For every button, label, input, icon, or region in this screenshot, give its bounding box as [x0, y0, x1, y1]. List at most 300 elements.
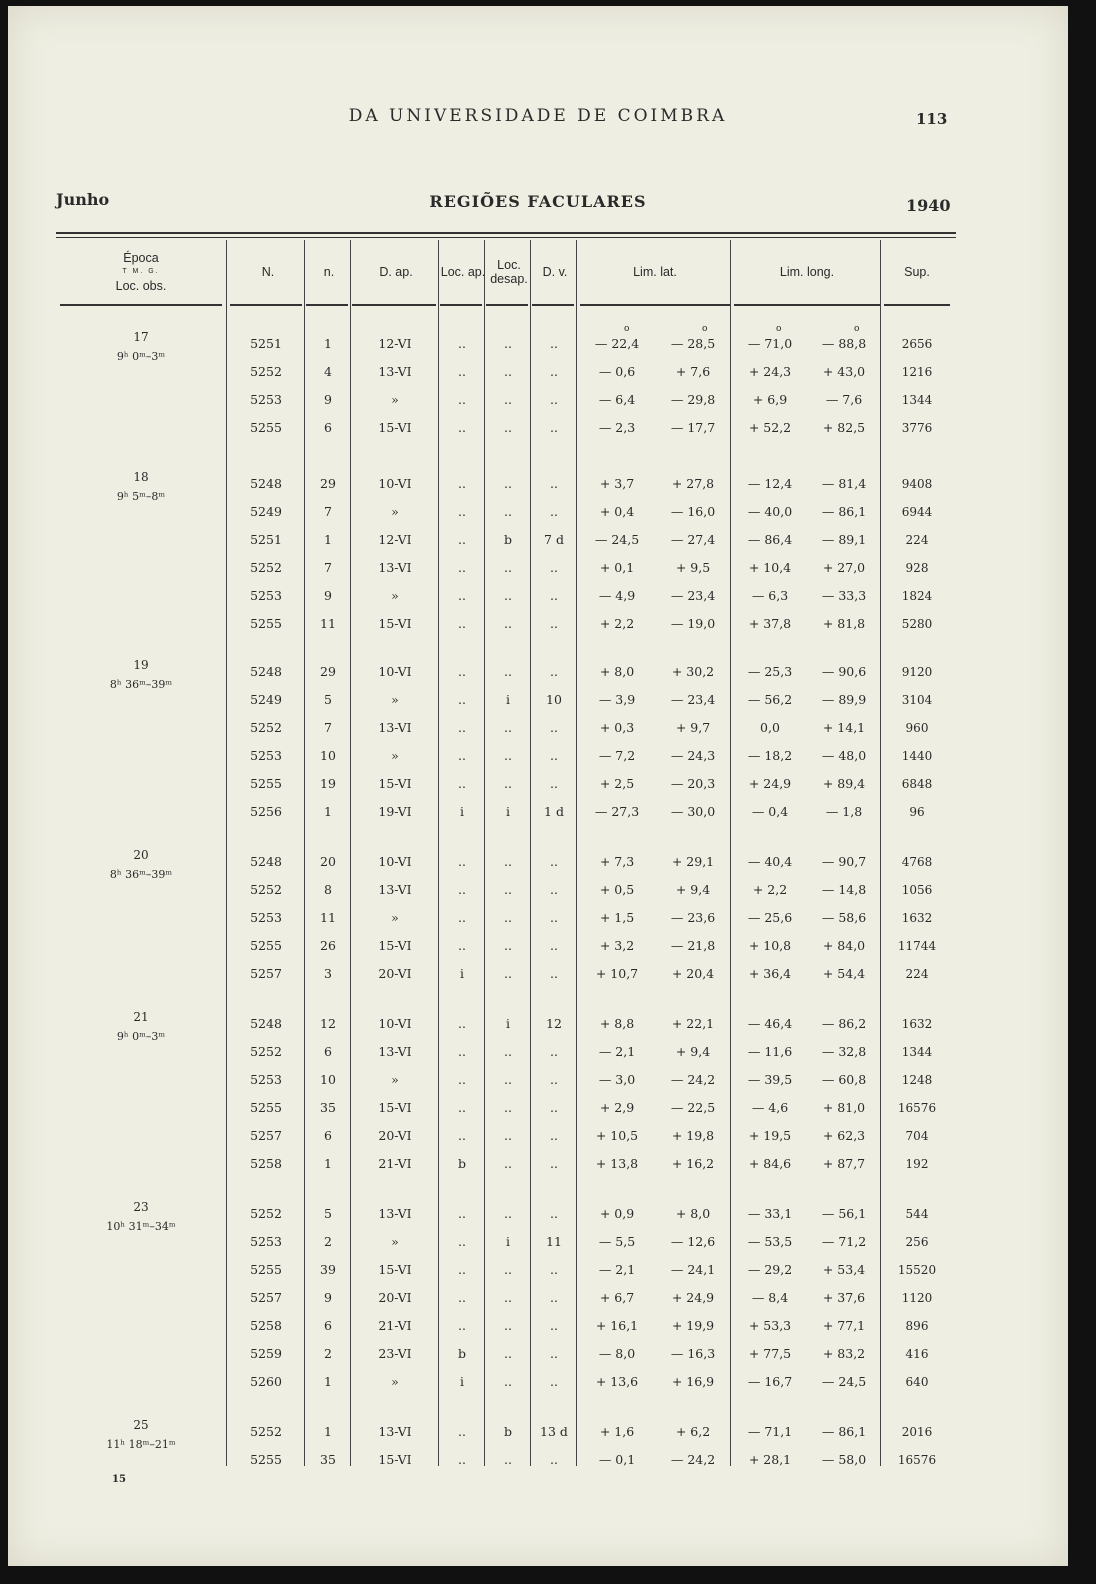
cell-locdesap: .. — [504, 1452, 512, 1467]
cell-long2: — 86,1 — [821, 504, 867, 519]
header-d-v: D. v. — [542, 265, 568, 279]
cell-dv: .. — [550, 1128, 558, 1143]
cell-sup: 11744 — [897, 939, 937, 953]
cell-lat1: — 8,0 — [598, 1346, 636, 1361]
cell-long1: + 84,6 — [748, 1156, 792, 1171]
cell-locdesap: .. — [504, 1262, 512, 1277]
cell-lat1: + 2,9 — [599, 1100, 635, 1115]
cell-sup: 1440 — [901, 749, 933, 763]
cell-dv: 1 d — [544, 804, 564, 819]
cell-long2: + 81,8 — [822, 616, 866, 631]
time-label: 9ʰ 5ᵐ–8ᵐ — [116, 490, 166, 503]
cell-long1: — 29,2 — [747, 1262, 793, 1277]
cell-dv: .. — [550, 1346, 558, 1361]
cell-locdesap: .. — [504, 1156, 512, 1171]
cell-dv: .. — [550, 588, 558, 603]
cell-lat2: — 24,2 — [670, 1452, 716, 1467]
cell-dap: 10-VI — [378, 854, 412, 869]
cell-lat1: + 3,2 — [599, 938, 635, 953]
header-epoca — [56, 240, 226, 304]
cell-dv: .. — [550, 748, 558, 763]
cell-long2: + 89,4 — [822, 776, 866, 791]
cell-dap: » — [391, 1374, 399, 1389]
cell-dv: .. — [550, 776, 558, 791]
cell-nsmall: 9 — [324, 1290, 332, 1305]
cell-lat2: + 19,9 — [671, 1318, 715, 1333]
header-rule — [352, 304, 436, 306]
cell-dap: 15-VI — [378, 1100, 412, 1115]
cell-long1: — 8,4 — [751, 1290, 789, 1305]
degree-mark: o — [854, 324, 860, 334]
header-rule — [440, 304, 482, 306]
header-rule — [60, 304, 222, 306]
cell-n: 5252 — [250, 1424, 282, 1439]
cell-locap: .. — [458, 504, 466, 519]
cell-locdesap: .. — [504, 336, 512, 351]
header-loc-obs-label: Loc. obs. — [115, 279, 167, 293]
cell-long2: — 56,1 — [821, 1206, 867, 1221]
table-row — [8, 1256, 937, 1284]
header-rule — [532, 304, 574, 306]
cell-locdesap: .. — [504, 560, 512, 575]
cell-dv: .. — [550, 1100, 558, 1115]
cell-lat2: — 24,3 — [670, 748, 716, 763]
cell-nsmall: 26 — [320, 938, 336, 953]
cell-lat2: + 29,1 — [671, 854, 715, 869]
cell-locdesap: .. — [504, 1128, 512, 1143]
cell-long2: — 88,8 — [821, 336, 867, 351]
cell-locdesap: .. — [504, 910, 512, 925]
cell-nsmall: 2 — [324, 1234, 332, 1249]
cell-lat2: + 9,5 — [675, 560, 711, 575]
cell-sup: 2016 — [901, 1425, 933, 1439]
cell-long1: + 28,1 — [748, 1452, 792, 1467]
table-row — [8, 358, 933, 386]
cell-n: 5253 — [250, 588, 282, 603]
cell-long2: + 77,1 — [822, 1318, 866, 1333]
cell-nsmall: 20 — [320, 854, 336, 869]
cell-nsmall: 6 — [324, 1128, 332, 1143]
header-epoca-label: Época — [123, 251, 159, 265]
cell-long1: — 40,0 — [747, 504, 793, 519]
cell-nsmall: 9 — [324, 392, 332, 407]
cell-long1: + 24,3 — [748, 364, 792, 379]
cell-lat1: + 13,6 — [595, 1374, 639, 1389]
cell-long2: — 14,8 — [821, 882, 867, 897]
top-rule — [56, 232, 956, 234]
cell-lat2: — 23,4 — [670, 588, 716, 603]
cell-nsmall: 10 — [320, 1072, 336, 1087]
table-row — [8, 742, 933, 770]
cell-n: 5255 — [250, 938, 282, 953]
cell-locdesap: .. — [504, 664, 512, 679]
cell-nsmall: 7 — [324, 720, 332, 735]
cell-sup: 96 — [909, 805, 925, 819]
table-row — [8, 1446, 937, 1474]
cell-locap: .. — [458, 1290, 466, 1305]
table-row — [8, 582, 933, 610]
cell-long2: — 1,8 — [825, 804, 863, 819]
page-number: 113 — [916, 110, 948, 128]
cell-nsmall: 19 — [320, 776, 336, 791]
cell-long2: + 62,3 — [822, 1128, 866, 1143]
cell-long1: — 12,4 — [747, 476, 793, 491]
cell-lat2: + 27,8 — [671, 476, 715, 491]
cell-sup: 224 — [905, 533, 929, 547]
cell-n: 5252 — [250, 1206, 282, 1221]
header-tmg-label: T M. G. — [122, 268, 160, 275]
cell-locdesap: i — [506, 1234, 510, 1249]
cell-nsmall: 6 — [324, 1044, 332, 1059]
cell-n: 5251 — [250, 532, 282, 547]
cell-locdesap: .. — [504, 1318, 512, 1333]
cell-dap: » — [391, 910, 399, 925]
cell-n: 5253 — [250, 1234, 282, 1249]
cell-locdesap: .. — [504, 420, 512, 435]
cell-n: 5257 — [250, 966, 282, 981]
cell-locap: .. — [458, 392, 466, 407]
cell-n: 5248 — [250, 476, 282, 491]
cell-dv: .. — [550, 938, 558, 953]
cell-n: 5252 — [250, 364, 282, 379]
cell-dv: .. — [550, 854, 558, 869]
cell-dap: » — [391, 504, 399, 519]
cell-locap: .. — [458, 1318, 466, 1333]
cell-nsmall: 6 — [324, 1318, 332, 1333]
cell-nsmall: 29 — [320, 476, 336, 491]
cell-lat2: — 24,1 — [670, 1262, 716, 1277]
cell-dv: .. — [550, 1374, 558, 1389]
cell-lat1: — 4,9 — [598, 588, 636, 603]
cell-locap: .. — [458, 588, 466, 603]
cell-long1: — 39,5 — [747, 1072, 793, 1087]
degree-mark: o — [624, 324, 630, 334]
cell-n: 5248 — [250, 1016, 282, 1031]
cell-lat1: + 0,4 — [599, 504, 635, 519]
running-head: DA UNIVERSIDADE DE COIMBRA — [348, 106, 728, 126]
cell-long1: — 25,3 — [747, 664, 793, 679]
cell-lat1: — 3,9 — [598, 692, 636, 707]
cell-dv: .. — [550, 720, 558, 735]
cell-sup: 224 — [905, 967, 929, 981]
cell-n: 5248 — [250, 664, 282, 679]
cell-long2: — 71,2 — [821, 1234, 867, 1249]
cell-long1: — 71,0 — [747, 336, 793, 351]
cell-locap: .. — [458, 664, 466, 679]
cell-sup: 1824 — [901, 589, 933, 603]
cell-n: 5255 — [250, 776, 282, 791]
cell-long2: + 53,4 — [822, 1262, 866, 1277]
cell-long2: — 58,6 — [821, 910, 867, 925]
cell-long1: — 4,6 — [751, 1100, 789, 1115]
cell-long2: — 48,0 — [821, 748, 867, 763]
cell-sup: 3776 — [901, 421, 933, 435]
cell-lat2: + 9,4 — [675, 1044, 711, 1059]
cell-dap: 10-VI — [378, 476, 412, 491]
cell-nsmall: 5 — [324, 692, 332, 707]
cell-dap: » — [391, 748, 399, 763]
cell-lat2: + 9,7 — [675, 720, 711, 735]
cell-lat2: + 19,8 — [671, 1128, 715, 1143]
cell-dap: 13-VI — [378, 1424, 412, 1439]
cell-lat1: + 10,5 — [595, 1128, 639, 1143]
cell-n: 5249 — [250, 504, 282, 519]
cell-locap: i — [460, 1374, 464, 1389]
cell-long2: + 14,1 — [822, 720, 866, 735]
cell-n: 5255 — [250, 1262, 282, 1277]
cell-sup: 1120 — [901, 1291, 933, 1305]
cell-n: 5252 — [250, 560, 282, 575]
cell-sup: 5280 — [901, 617, 933, 631]
cell-nsmall: 8 — [324, 882, 332, 897]
cell-lat1: — 2,1 — [598, 1262, 636, 1277]
cell-dv: .. — [550, 1072, 558, 1087]
table-row — [8, 876, 933, 904]
cell-nsmall: 35 — [320, 1100, 336, 1115]
cell-lat2: + 9,4 — [675, 882, 711, 897]
header-lim-lat: Lim. lat. — [633, 265, 677, 279]
cell-dap: » — [391, 1072, 399, 1087]
header-n-small: n. — [323, 265, 335, 279]
cell-nsmall: 2 — [324, 1346, 332, 1361]
cell-locap: .. — [458, 1016, 466, 1031]
cell-locdesap: b — [503, 1424, 512, 1439]
cell-sup: 1248 — [901, 1073, 933, 1087]
table-row — [8, 554, 929, 582]
cell-lat2: + 24,9 — [671, 1290, 715, 1305]
cell-sup: 1344 — [901, 393, 933, 407]
cell-dv: .. — [550, 1044, 558, 1059]
cell-locap: .. — [458, 1206, 466, 1221]
cell-locap: .. — [458, 854, 466, 869]
cell-long2: — 89,9 — [821, 692, 867, 707]
day-label: 25 — [133, 1418, 149, 1432]
cell-lat2: — 22,5 — [670, 1100, 716, 1115]
cell-long2: + 83,2 — [822, 1346, 866, 1361]
cell-n: 5255 — [250, 616, 282, 631]
cell-dap: 15-VI — [378, 938, 412, 953]
header-rule — [486, 304, 528, 306]
cell-dap: 12-VI — [378, 532, 412, 547]
table-row — [8, 848, 933, 876]
cell-lat1: + 2,5 — [599, 776, 635, 791]
cell-long2: — 33,3 — [821, 588, 867, 603]
cell-lat1: — 0,1 — [598, 1452, 636, 1467]
cell-locap: b — [457, 1346, 466, 1361]
cell-sup: 896 — [905, 1319, 929, 1333]
cell-long2: + 27,0 — [822, 560, 866, 575]
cell-dap: 15-VI — [378, 616, 412, 631]
cell-n: 5248 — [250, 854, 282, 869]
cell-lat1: — 24,5 — [594, 532, 640, 547]
cell-locap: .. — [458, 1100, 466, 1115]
cell-lat2: — 23,4 — [670, 692, 716, 707]
table-row — [8, 498, 933, 526]
cell-n: 5255 — [250, 420, 282, 435]
cell-locdesap: .. — [504, 966, 512, 981]
cell-n: 5260 — [250, 1374, 282, 1389]
day-label: 20 — [133, 848, 149, 862]
cell-dap: 20-VI — [378, 1128, 412, 1143]
cell-dv: .. — [550, 664, 558, 679]
cell-locdesap: .. — [504, 748, 512, 763]
cell-nsmall: 1 — [324, 1374, 332, 1389]
cell-lat1: — 27,3 — [594, 804, 640, 819]
cell-nsmall: 1 — [324, 336, 332, 351]
cell-long2: — 7,6 — [825, 392, 863, 407]
table-row — [8, 1038, 933, 1066]
cell-sup: 4768 — [901, 855, 933, 869]
cell-n: 5252 — [250, 1044, 282, 1059]
cell-locap: .. — [458, 476, 466, 491]
cell-long1: — 40,4 — [747, 854, 793, 869]
cell-locdesap: .. — [504, 1206, 512, 1221]
degree-mark: o — [702, 324, 708, 334]
table-row — [8, 1200, 929, 1228]
cell-dv: .. — [550, 1156, 558, 1171]
cell-lat2: — 23,6 — [670, 910, 716, 925]
cell-locap: .. — [458, 1262, 466, 1277]
cell-dap: 15-VI — [378, 776, 412, 791]
cell-sup: 960 — [905, 721, 929, 735]
cell-nsmall: 1 — [324, 804, 332, 819]
cell-long2: — 89,1 — [821, 532, 867, 547]
cell-dv: .. — [550, 364, 558, 379]
cell-sup: 640 — [905, 1375, 929, 1389]
cell-locap: .. — [458, 1452, 466, 1467]
cell-dap: 19-VI — [378, 804, 412, 819]
cell-locap: .. — [458, 720, 466, 735]
cell-long1: + 19,5 — [748, 1128, 792, 1143]
cell-nsmall: 11 — [320, 616, 336, 631]
day-label: 23 — [133, 1200, 149, 1214]
cell-n: 5255 — [250, 1452, 282, 1467]
cell-dap: » — [391, 392, 399, 407]
time-label: 11ʰ 18ᵐ–21ᵐ — [106, 1438, 176, 1451]
cell-lat2: — 20,3 — [670, 776, 716, 791]
cell-n: 5251 — [250, 336, 282, 351]
cell-long2: + 43,0 — [822, 364, 866, 379]
cell-n: 5258 — [250, 1318, 282, 1333]
cell-locap: i — [460, 966, 464, 981]
cell-locdesap: i — [506, 1016, 510, 1031]
cell-nsmall: 39 — [320, 1262, 336, 1277]
cell-locdesap: .. — [504, 364, 512, 379]
cell-locap: .. — [458, 1424, 466, 1439]
cell-locdesap: .. — [504, 882, 512, 897]
cell-long1: — 53,5 — [747, 1234, 793, 1249]
cell-locap: .. — [458, 364, 466, 379]
cell-long2: — 60,8 — [821, 1072, 867, 1087]
table-row — [8, 1066, 933, 1094]
table-row — [8, 1094, 937, 1122]
cell-lat2: — 27,4 — [670, 532, 716, 547]
cell-long2: — 90,6 — [821, 664, 867, 679]
cell-nsmall: 1 — [324, 532, 332, 547]
cell-lat2: + 22,1 — [671, 1016, 715, 1031]
cell-locdesap: .. — [504, 1044, 512, 1059]
cell-long2: — 90,7 — [821, 854, 867, 869]
table-row — [8, 1368, 929, 1396]
cell-long1: + 77,5 — [748, 1346, 792, 1361]
table-row — [8, 1150, 929, 1178]
cell-long1: — 18,2 — [747, 748, 793, 763]
cell-dap: 12-VI — [378, 336, 412, 351]
table-row — [8, 1418, 933, 1446]
cell-nsmall: 12 — [320, 1016, 336, 1031]
cell-lat1: + 1,5 — [599, 910, 635, 925]
cell-lat1: + 10,7 — [595, 966, 639, 981]
cell-dap: 15-VI — [378, 1262, 412, 1277]
cell-n: 5253 — [250, 392, 282, 407]
day-label: 18 — [133, 470, 149, 484]
cell-lat1: — 6,4 — [598, 392, 636, 407]
cell-locdesap: .. — [504, 588, 512, 603]
cell-nsmall: 10 — [320, 748, 336, 763]
cell-dv: .. — [550, 560, 558, 575]
cell-dv: 13 d — [540, 1424, 568, 1439]
time-label: 8ʰ 36ᵐ–39ᵐ — [109, 868, 173, 881]
cell-lat2: + 6,2 — [675, 1424, 711, 1439]
cell-locap: .. — [458, 1072, 466, 1087]
cell-dv: .. — [550, 1262, 558, 1277]
month-label: Junho — [56, 190, 110, 209]
cell-long1: — 56,2 — [747, 692, 793, 707]
header-d-ap: D. ap. — [379, 265, 413, 279]
cell-lat2: — 24,2 — [670, 1072, 716, 1087]
cell-lat2: — 16,0 — [670, 504, 716, 519]
cell-lat2: + 16,2 — [671, 1156, 715, 1171]
cell-locap: .. — [458, 938, 466, 953]
cell-sup: 6848 — [901, 777, 933, 791]
cell-n: 5256 — [250, 804, 282, 819]
top-rule-thin — [56, 237, 956, 238]
cell-dv: 11 — [546, 1234, 562, 1249]
cell-locdesap: .. — [504, 392, 512, 407]
cell-sup: 9120 — [901, 665, 933, 679]
cell-dap: 13-VI — [378, 1044, 412, 1059]
cell-sup: 15520 — [897, 1263, 937, 1277]
table-row — [8, 904, 933, 932]
cell-locdesap: .. — [504, 1290, 512, 1305]
header-rule — [230, 304, 302, 306]
header-loc-desap: Loc. desap. — [490, 258, 528, 286]
cell-n: 5249 — [250, 692, 282, 707]
cell-nsmall: 35 — [320, 1452, 336, 1467]
cell-lat2: — 29,8 — [670, 392, 716, 407]
cell-lat2: — 28,5 — [670, 336, 716, 351]
cell-long1: — 71,1 — [747, 1424, 793, 1439]
cell-dap: 15-VI — [378, 1452, 412, 1467]
degree-mark: o — [776, 324, 782, 334]
header-rule — [734, 304, 880, 306]
cell-long2: + 82,5 — [822, 420, 866, 435]
table-row — [8, 414, 933, 442]
cell-long1: 0,0 — [760, 720, 780, 735]
cell-locap: .. — [458, 420, 466, 435]
cell-sup: 3104 — [901, 693, 933, 707]
cell-long1: — 25,6 — [747, 910, 793, 925]
cell-dv: 12 — [546, 1016, 562, 1031]
cell-dv: .. — [550, 966, 558, 981]
cell-locap: .. — [458, 532, 466, 547]
cell-nsmall: 1 — [324, 1156, 332, 1171]
cell-nsmall: 4 — [324, 364, 332, 379]
header-loc-ap: Loc. ap. — [440, 265, 486, 279]
cell-locdesap: i — [506, 692, 510, 707]
cell-locdesap: .. — [504, 504, 512, 519]
cell-long1: + 6,9 — [752, 392, 788, 407]
